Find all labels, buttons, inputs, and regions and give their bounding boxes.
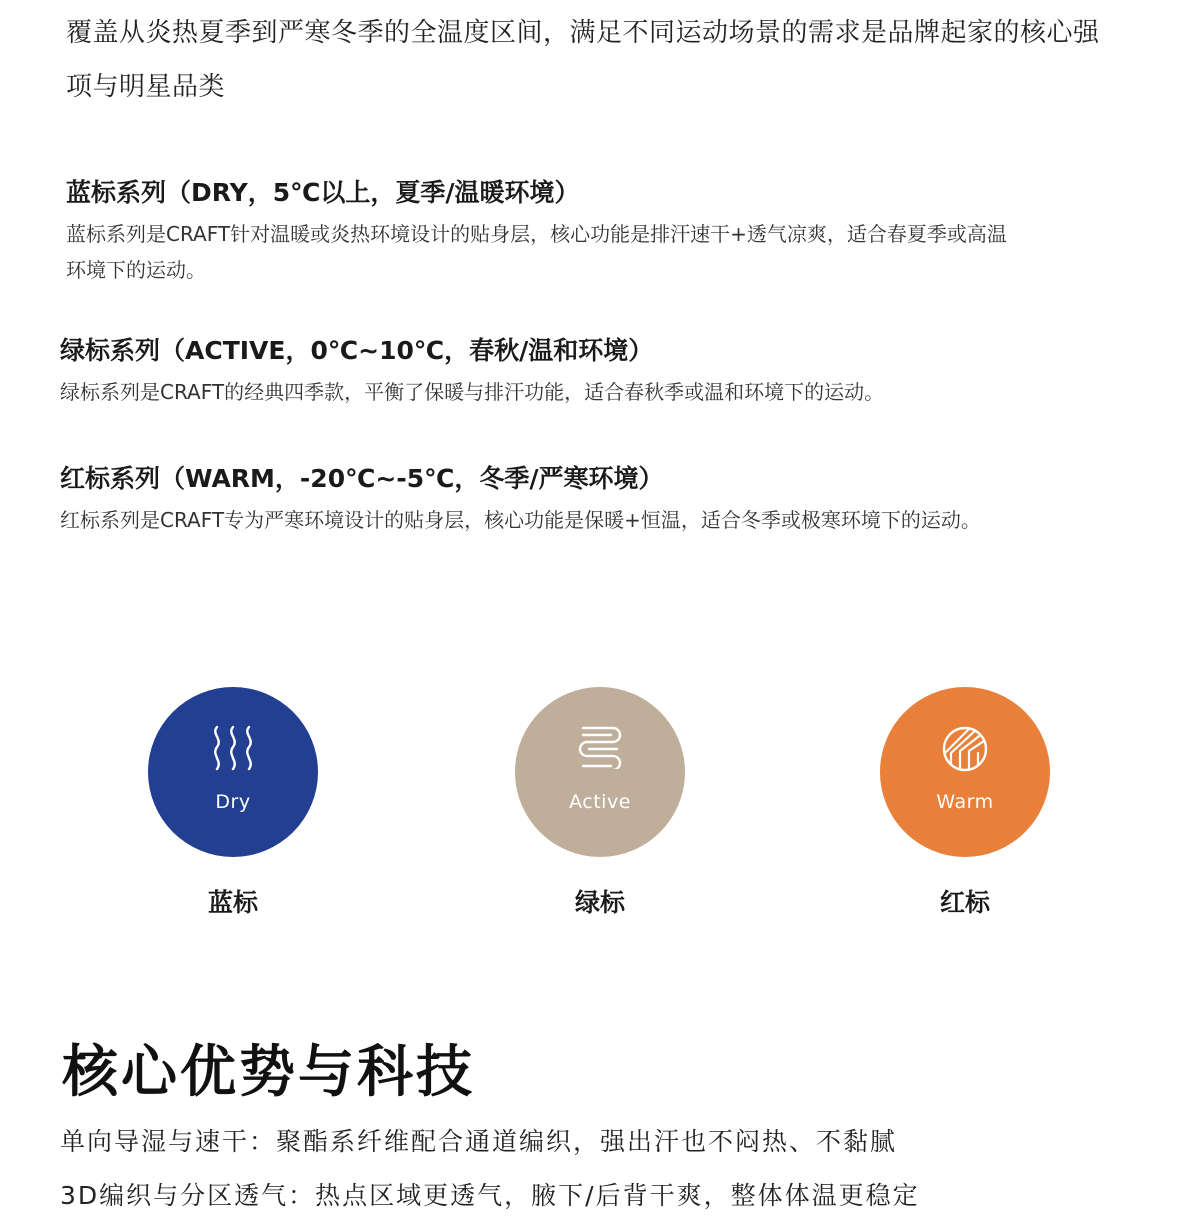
striped-ball-icon: [941, 725, 989, 773]
badge-warm-label: Warm: [936, 791, 994, 813]
badge-active-circle: [515, 687, 685, 857]
feature-3d-knit: 3D编织与分区透气：热点区域更透气，腋下/后背干爽，整体体温更稳定: [60, 1181, 920, 1210]
series-red-desc: 红标系列是CRAFT专为严寒环境设计的贴身层，核心功能是保暖+恒温，适合冬季或极寒环境下的运动。: [60, 508, 981, 532]
section-heading: 核心优势与科技: [62, 1040, 475, 1105]
badge-warm: [880, 687, 1050, 919]
intro-line-1: 覆盖从炎热夏季到严寒冬季的全温度区间，满足不同运动场景的需求是品牌起家的核心强: [66, 18, 1100, 48]
series-blue: [66, 176, 1166, 288]
series-blue-desc-line-1: 蓝标系列是CRAFT针对温暖或炎热环境设计的贴身层，核心功能是排汗速干+透气凉爽，适合春夏季或高温: [66, 222, 1007, 246]
series-blue-desc-line-2: 环境下的运动。: [66, 258, 206, 282]
intro-paragraph: [66, 6, 1156, 114]
feature-moisture-wicking: 单向导湿与速干：聚酯系纤维配合通道编织，强出汗也不闷热、不黏腻: [60, 1127, 898, 1156]
badge-active-label: Active: [569, 791, 631, 813]
badge-dry-label: Dry: [215, 791, 251, 813]
series-blue-desc: [66, 216, 1166, 288]
series-blue-title: 蓝标系列（DRY，5℃以上，夏季/温暖环境）: [66, 178, 580, 207]
layers-icon: [577, 725, 623, 769]
badge-warm-caption: 红标: [939, 888, 990, 917]
series-red: [60, 462, 1160, 538]
badge-active-caption: 绿标: [574, 888, 625, 917]
badge-dry-caption: 蓝标: [207, 888, 258, 917]
series-green-desc: 绿标系列是CRAFT的经典四季款，平衡了保暖与排汗功能，适合春秋季或温和环境下的运动。: [60, 380, 885, 404]
badge-active: [515, 687, 685, 919]
heat-waves-icon: [208, 725, 258, 771]
badge-dry-circle: [148, 687, 318, 857]
badge-dry: [148, 687, 318, 919]
badge-warm-circle: [880, 687, 1050, 857]
series-green: [60, 334, 1160, 410]
series-red-title: 红标系列（WARM，-20℃~-5℃，冬季/严寒环境）: [60, 464, 664, 493]
series-green-title: 绿标系列（ACTIVE，0℃~10℃，春秋/温和环境）: [60, 336, 654, 365]
intro-line-2: 项与明星品类: [66, 72, 226, 102]
